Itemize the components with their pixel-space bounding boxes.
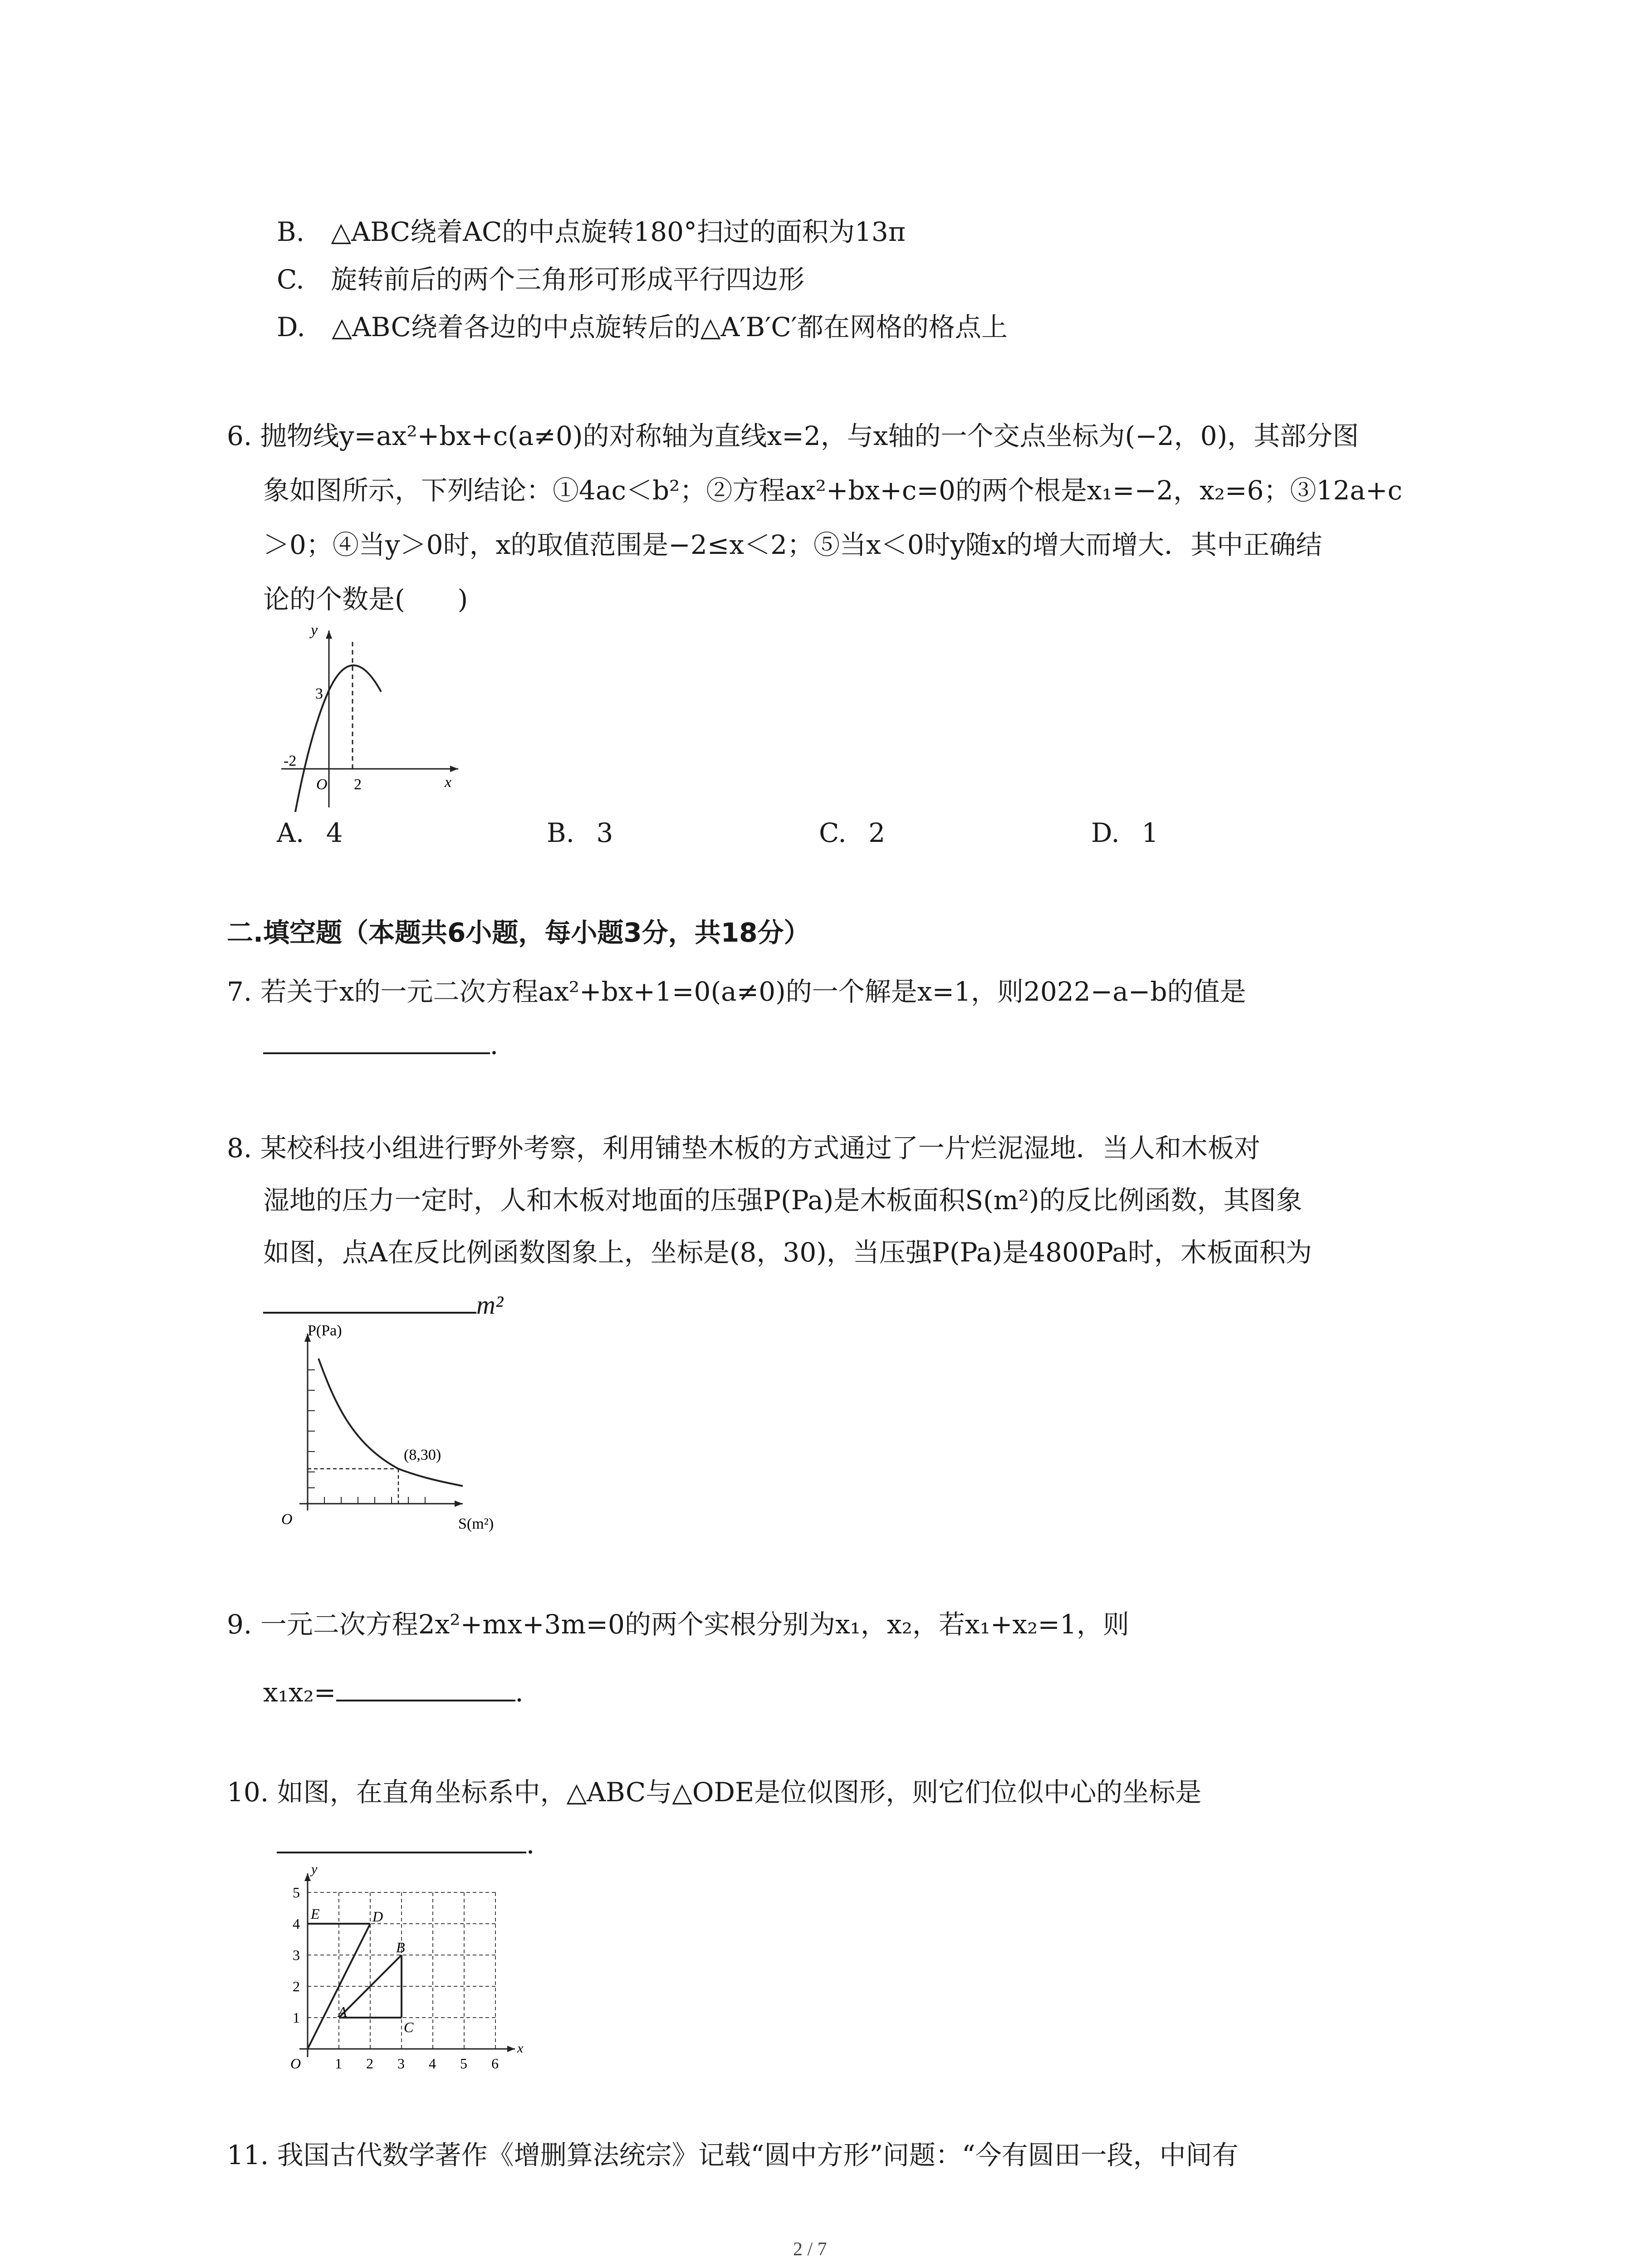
q6-option-b xyxy=(547,816,613,849)
option-text: △ABC绕着各边的中点旋转后的△A′B′C′都在网格的格点上 xyxy=(332,312,1008,342)
point-c: C xyxy=(404,2019,414,2035)
option-label: B. xyxy=(547,817,575,848)
option-label: A. xyxy=(277,817,304,848)
parabola-figure xyxy=(263,621,463,812)
option-label: D. xyxy=(1091,817,1120,848)
q10-answer-line xyxy=(277,1828,553,1861)
q9-answer-line xyxy=(263,1676,542,1709)
q5-option-d xyxy=(277,311,1008,343)
option-label: D. xyxy=(277,312,305,342)
q9-line-1: 9. 一元二次方程2x²+mx+3m=0的两个实根分别为x₁，x₂，若x₁+x₂=1，则 xyxy=(227,1609,1129,1640)
fig-root: -2 xyxy=(284,753,297,769)
x-tick-4: 4 xyxy=(429,2055,436,2072)
y-tick-4: 4 xyxy=(293,1916,300,1932)
fig-p-label: P(Pa) xyxy=(308,1325,342,1339)
q9-period: ． xyxy=(515,1677,542,1708)
fig-origin: O xyxy=(281,1511,293,1528)
q6-option-a xyxy=(277,816,343,849)
fig-y-label: y xyxy=(311,1864,318,1877)
q10-line-1: 10. 如图，在直角坐标系中，△ABC与△ODE是位似图形，则它们位似中心的坐标是 xyxy=(227,1777,1202,1808)
option-text: 2 xyxy=(868,817,886,848)
option-text: 4 xyxy=(326,817,343,848)
q6-line-1: 6. 抛物线y=ax²+bx+c(a≠0)的对称轴为直线x=2，与x轴的一个交点坐标为(−2，0)，其部分图 xyxy=(227,420,1359,451)
section-heading: 二.填空题（本题共6小题，每小题3分，共18分） xyxy=(227,917,810,948)
fig-axis-tick: 2 xyxy=(354,776,362,793)
q8-line-3: 如图，点A在反比例函数图象上，坐标是(8，30)，当压强P(Pa)是4800Pa时，木板面积为 xyxy=(263,1237,1312,1268)
option-text: △ABC绕着AC的中点旋转180°扫过的面积为13π xyxy=(331,216,906,247)
q6-option-c xyxy=(819,816,885,849)
fig-x-label: x xyxy=(445,774,452,791)
option-text: 1 xyxy=(1141,817,1159,848)
y-tick-1: 1 xyxy=(293,2009,300,2026)
q5-option-b xyxy=(277,215,906,248)
x-tick-5: 5 xyxy=(460,2055,467,2072)
fig-x-label: x xyxy=(517,2041,524,2056)
option-text: 3 xyxy=(596,817,613,848)
q6-line-3: ＞0；④当y＞0时，x的取值范围是−2≤x＜2；⑤当x＜0时y随x的增大而增大．其中正确结 xyxy=(263,529,1323,560)
q7-line-1: 7. 若关于x的一元二次方程ax²+bx+1=0(a≠0)的一个解是x=1，则2022−a−b的值是 xyxy=(227,976,1246,1007)
fig-y-intercept: 3 xyxy=(315,685,323,702)
point-e: E xyxy=(311,1906,320,1922)
y-tick-5: 5 xyxy=(293,1884,300,1901)
fig-y-label: y xyxy=(311,622,318,639)
answer-blank[interactable] xyxy=(263,1029,490,1054)
x-tick-3: 3 xyxy=(397,2055,405,2072)
q10-period: ． xyxy=(526,1829,553,1860)
x-tick-1: 1 xyxy=(335,2055,342,2072)
q9-product: x₁x₂= xyxy=(263,1677,336,1708)
point-d: D xyxy=(372,1908,383,1925)
point-a: A xyxy=(338,2004,347,2020)
x-tick-6: 6 xyxy=(491,2055,499,2072)
q6-option-d xyxy=(1091,816,1158,849)
q8-unit: m² xyxy=(476,1290,504,1320)
option-label: C. xyxy=(277,264,304,295)
answer-blank[interactable] xyxy=(336,1676,515,1701)
fig-point-a: (8,30) xyxy=(404,1447,441,1463)
q8-line-1: 8. 某校科技小组进行野外考察，利用铺垫木板的方式通过了一片烂泥湿地．当人和木板对 xyxy=(227,1133,1260,1163)
q8-line-2: 湿地的压力一定时，人和木板对地面的压强P(Pa)是木板面积S(m²)的反比例函数，其图象 xyxy=(263,1185,1303,1216)
q6-line-2: 象如图所示，下列结论：①4ac＜b²；②方程ax²+bx+c=0的两个根是x₁=−2，x₂=6；③12a+c xyxy=(263,475,1402,506)
option-text: 旋转前后的两个三角形可形成平行四边形 xyxy=(331,264,805,295)
fig-s-label: S(m²) xyxy=(458,1515,494,1532)
option-label: C. xyxy=(819,817,847,848)
q8-answer-line xyxy=(263,1288,503,1321)
q5-option-c xyxy=(277,263,804,296)
y-tick-2: 2 xyxy=(293,1978,300,1994)
fig-origin: O xyxy=(316,776,328,793)
x-tick-2: 2 xyxy=(366,2055,373,2072)
fig-origin: O xyxy=(290,2055,301,2072)
homothety-figure xyxy=(268,1864,531,2091)
q6-line-4: 论的个数是( ) xyxy=(263,584,468,615)
q7-answer-line xyxy=(263,1029,516,1061)
answer-blank[interactable] xyxy=(277,1828,526,1853)
inverse-function-figure xyxy=(268,1325,522,1538)
point-b: B xyxy=(396,1939,405,1955)
y-tick-3: 3 xyxy=(293,1947,300,1963)
option-label: B. xyxy=(277,216,305,247)
q11-line-1: 11. 我国古代数学著作《增删算法统宗》记载“圆中方形”问题：“今有圆田一段，中间有 xyxy=(227,2140,1239,2170)
answer-blank[interactable] xyxy=(263,1288,476,1314)
q7-period: ． xyxy=(490,1030,517,1061)
page-number: 2 / 7 xyxy=(793,2239,827,2260)
